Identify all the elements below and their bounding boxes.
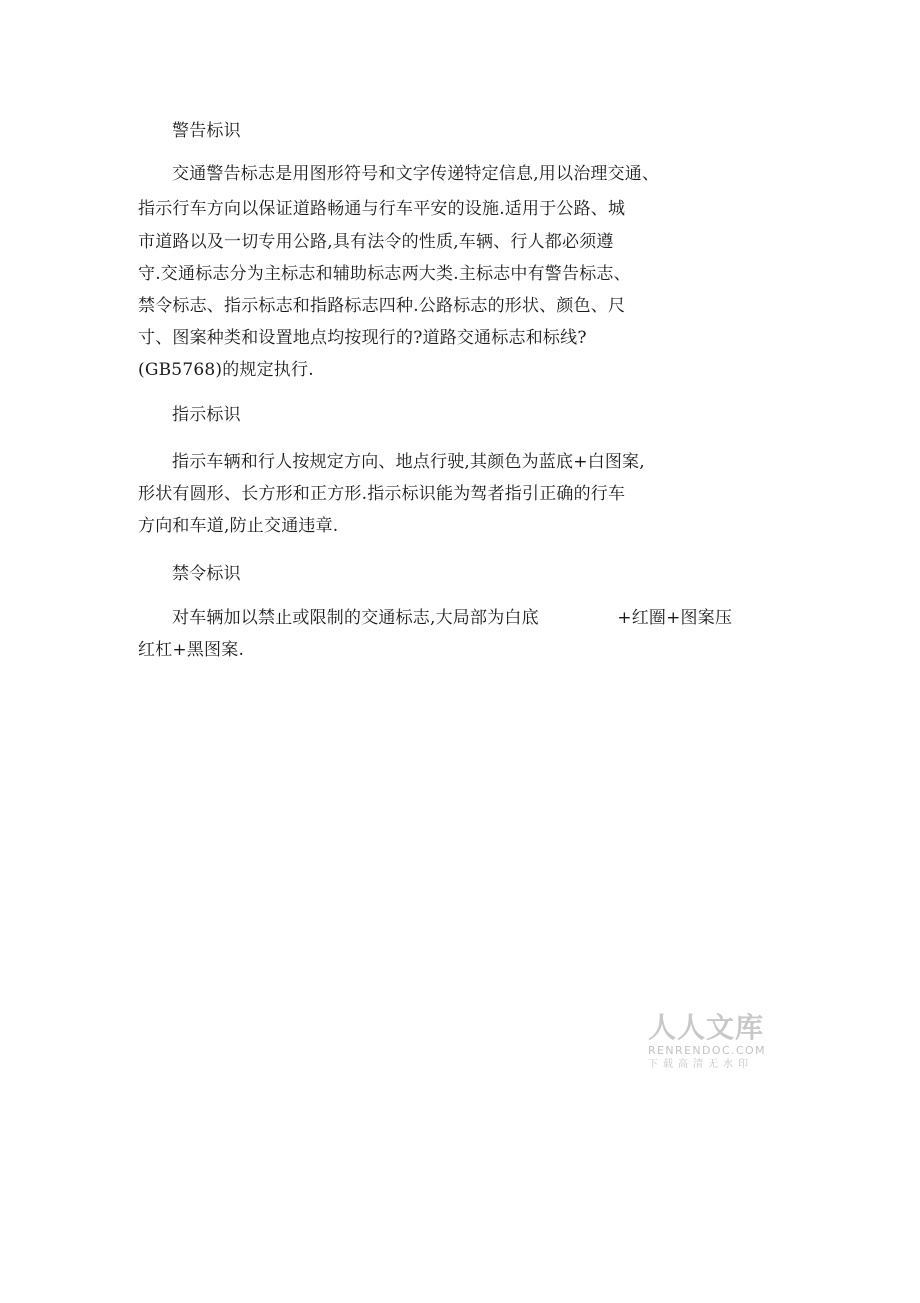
paragraph-line: 交通警告标志是用图形符号和文字传递特定信息,用以治理交通、	[172, 164, 660, 184]
section-heading-indication: 指示标识	[172, 405, 241, 425]
paragraph-line: (GB5768)的规定执行.	[138, 360, 314, 380]
watermark-logo	[648, 1012, 772, 1072]
paragraph-line: 指示车辆和行人按规定方向、地点行驶,其颜色为蓝底+白图案,	[172, 452, 645, 472]
paragraph-line: 对车辆加以禁止或限制的交通标志,大局部为白底 +红圈+图案压	[172, 608, 733, 628]
paragraph-line: 方向和车道,防止交通违章.	[138, 516, 339, 536]
paragraph-line: 指示行车方向以保证道路畅通与行车平安的设施.适用于公路、城	[138, 199, 626, 219]
watermark-url: RENRENDOC.COM	[648, 1044, 766, 1057]
section-heading-warning: 警告标识	[172, 121, 241, 141]
paragraph-line: 市道路以及一切专用公路,具有法令的性质,车辆、行人都必须遵	[138, 232, 614, 252]
paragraph-line: 禁令标志、指示标志和指路标志四种.公路标志的形状、颜色、尺	[138, 296, 626, 316]
paragraph-line: 形状有圆形、长方形和正方形.指示标识能为驾者指引正确的行车	[138, 484, 626, 504]
paragraph-line: 红杠+黑图案.	[138, 640, 245, 660]
paragraph-line: 寸、图案种类和设置地点均按现行的?道路交通标志和标线?	[138, 328, 587, 348]
watermark-title: 人人文库	[648, 1011, 765, 1044]
watermark-subtitle: 下载高清无水印	[648, 1059, 753, 1070]
paragraph-line: 守.交通标志分为主标志和辅助标志两大类.主标志中有警告标志、	[138, 264, 631, 284]
section-heading-prohibition: 禁令标识	[172, 564, 241, 584]
